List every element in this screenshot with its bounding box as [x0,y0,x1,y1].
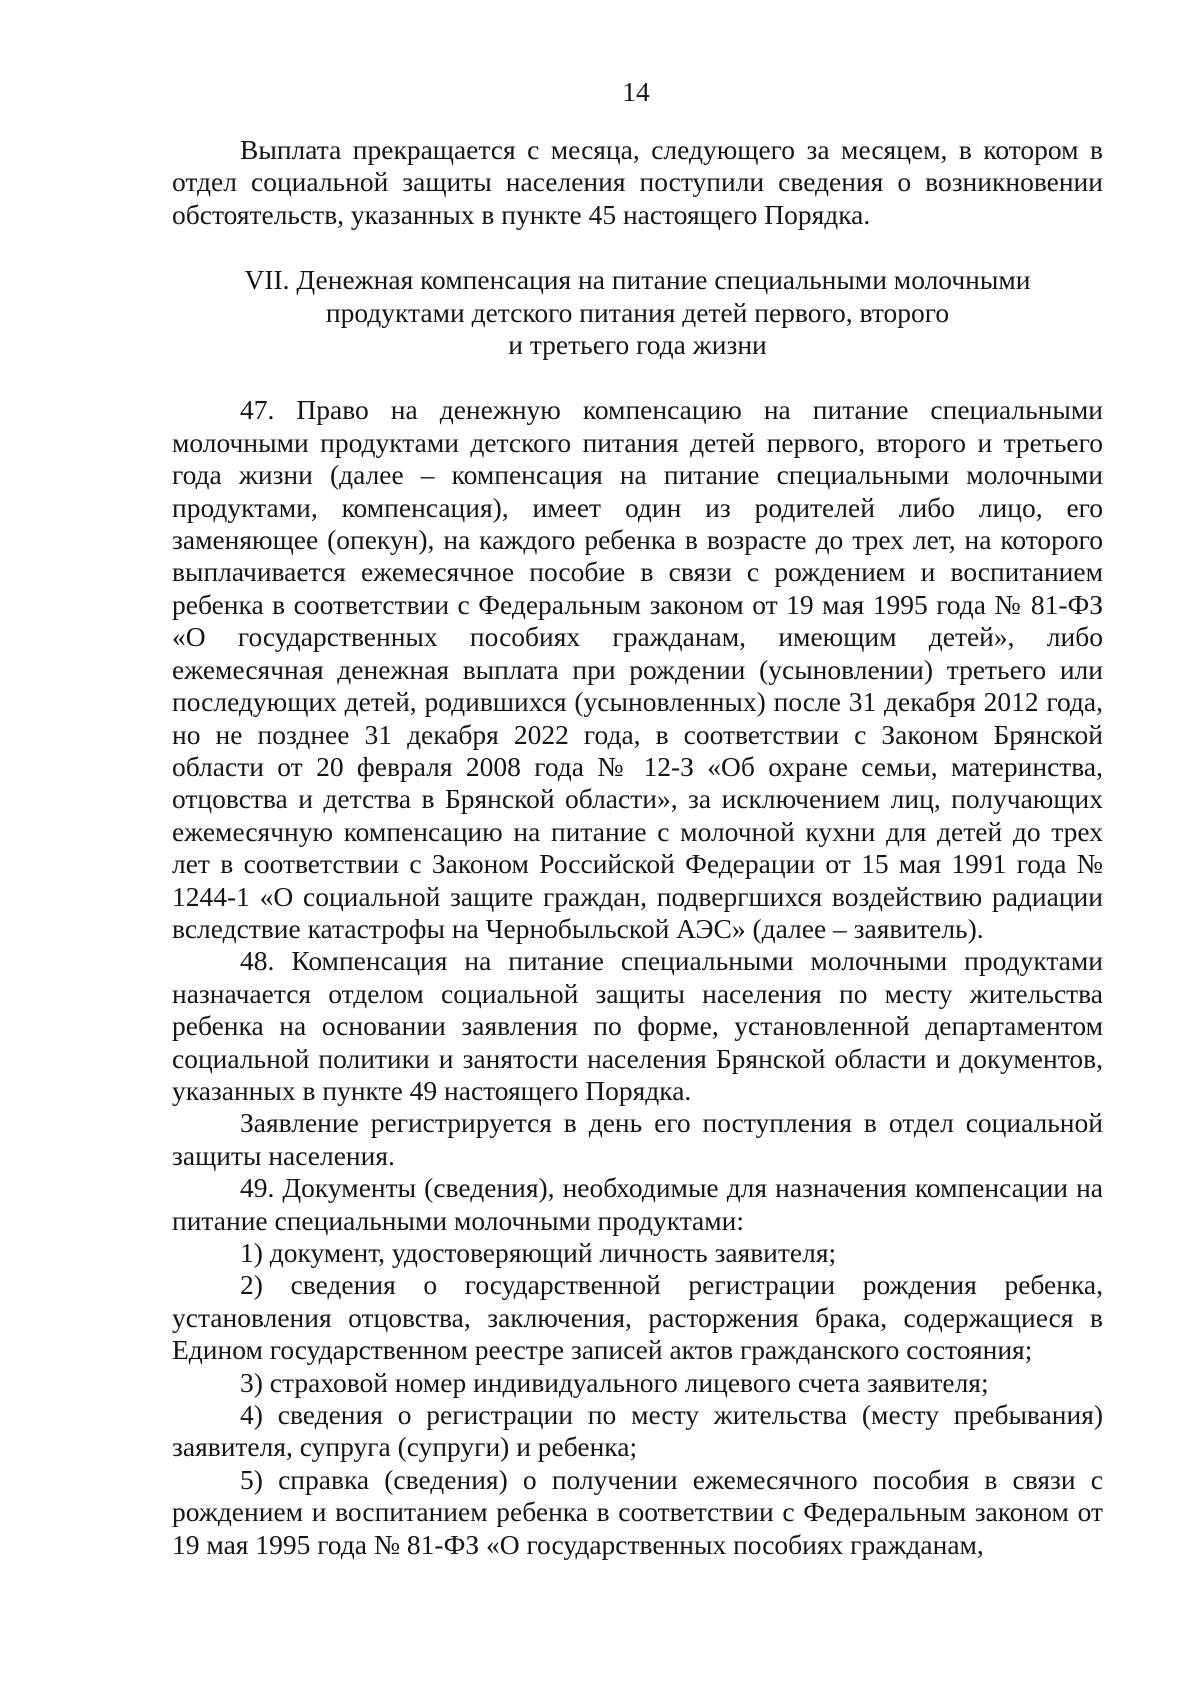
page-number: 14 [622,76,650,107]
document-body [172,134,1103,1561]
section-heading-line: VII. Денежная компенсация на питание специальными молочными [244,264,1031,296]
list-item-4: 4) сведения о регистрации по месту жительства (месту пребывания) заявителя, супруга (супруги) и ребенка; [172,1399,1103,1463]
paragraph-49: 49. Документы (сведения), необходимые для назначения компенсации на питание специальными молочными продуктами: [172,1172,1103,1236]
paragraph-payment-termination: Выплата прекращается с месяца, следующего за месяцем, в котором в отдел социальной защиты населения поступили сведения о возникновении обстоятельств, указанных в пункте 45 настоящего Порядка. [172,134,1103,230]
section-heading-line: продуктами детского питания детей первого, второго [325,296,950,328]
list-item-2: 2) сведения о государственной регистрации рождения ребенка, установления отцовства, заключения, расторжения брака, содержащиеся в Едином государственном реестре записей актов гражданского состояния; [172,1269,1103,1366]
paragraph-48: 48. Компенсация на питание специальными молочными продуктами назначается отделом социальной защиты населения по месту жительства ребенка на основании заявления по форме, установленной департаментом социальной политики и занятости населения Брянской области и документов, указанных в пункте 49 настоящего Порядка. [172,945,1103,1106]
list-item-1: 1) документ, удостоверяющий личность заявителя; [240,1237,837,1268]
paragraph-application-registration: Заявление регистрируется в день его поступления в отдел социальной защиты населения. [172,1107,1103,1171]
paragraph-47: 47. Право на денежную компенсацию на питание специальными молочными продуктами детского питания детей первого, второго и третьего года жизни (далее – компенсация на питание специальными молочными продуктами, компенсация), имеет один из родителей либо лицо, его заменяющее (опекун), на каждого ребенка в возрасте до трех лет, на которого выплачивается ежемесячное пособие в связи с рождением и воспитанием ребенка в соответствии с Федеральным законом от 19 мая 1995 года № 81-ФЗ «О государственных пособиях гражданам, имеющим детей», либо ежемесячная денежная выплата при рождении (усыновлении) третьего или последующих детей, родившихся (усыновленных) после 31 декабря 2012 года, но не позднее 31 декабря 2022 года, в соответствии с Законом Брянской области от 20 февраля 2008 года № 12-З «Об охране семьи, материнства, отцовства и детства в Брянской области», за исключением лиц, получающих ежемесячную компенсацию на питание с молочной кухни для детей до трех лет в соответствии с Законом Российской Федерации от 15 мая 1991 года № 1244-1 «О социальной защите граждан, подвергшихся воздействию радиации вследствие катастрофы на Чернобыльской АЭС» (далее – заявитель). [172,394,1103,944]
section-heading-line: и третьего года жизни [508,329,767,361]
section-heading [172,264,1103,361]
list-item-3: 3) страховой номер индивидуального лицевого счета заявителя; [240,1366,989,1398]
list-item-5: 5) справка (сведения) о получении ежемесячного пособия в связи с рождением и воспитанием ребенка в соответствии с Федеральным законом от 19 мая 1995 года № 81-ФЗ «О государственных пособиях гражданам, [172,1463,1103,1560]
